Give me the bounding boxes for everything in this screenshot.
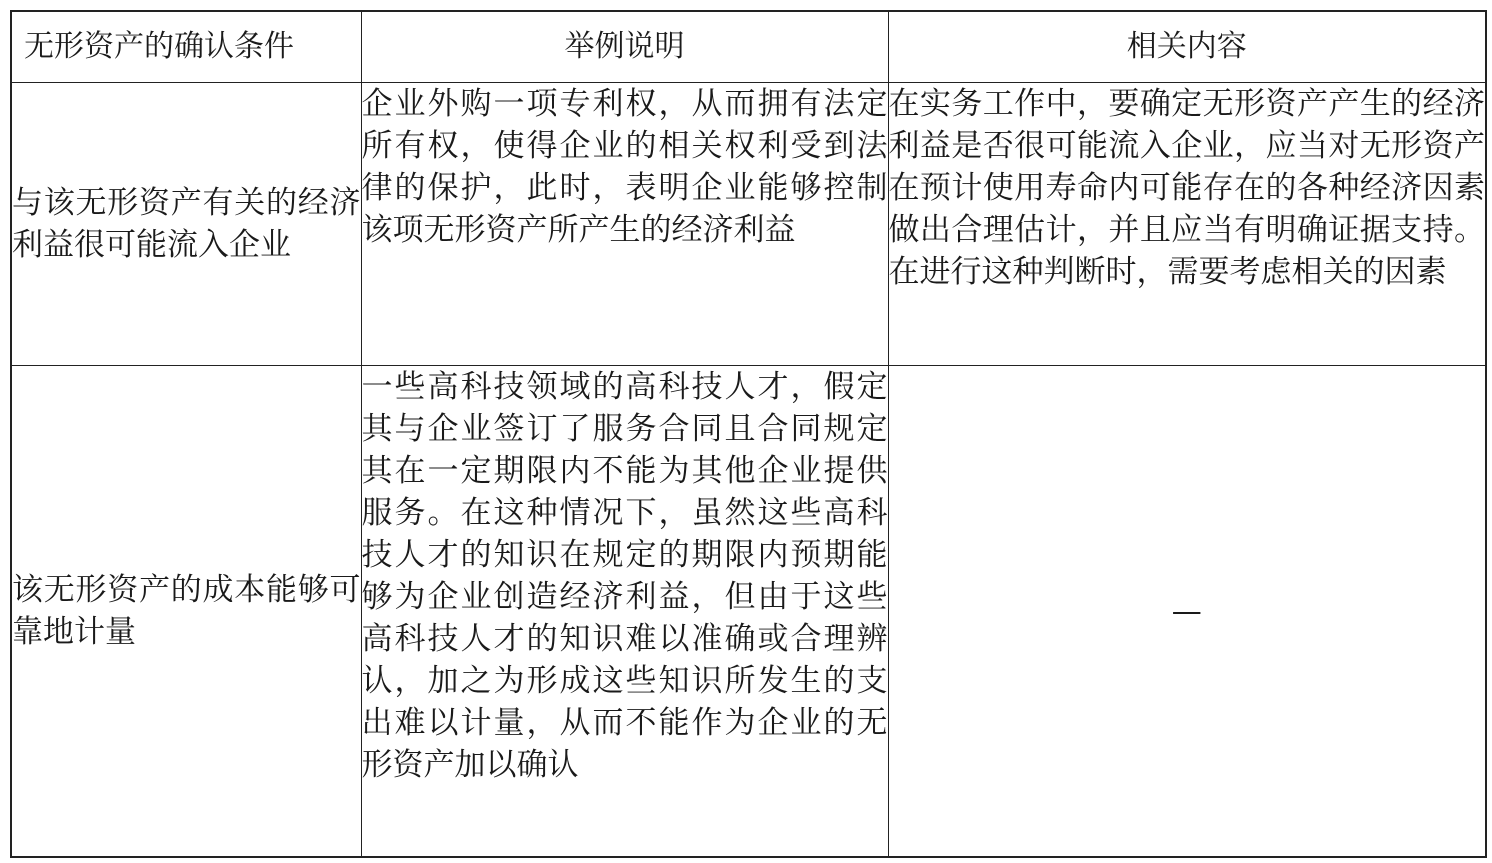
example-cell: 企业外购一项专利权，从而拥有法定所有权，使得企业的相关权利受到法律的保护，此时，表明企业能够控制该项无形资产所产生的经济利益: [361, 83, 888, 366]
related-cell-dash: —: [888, 366, 1486, 858]
table-row: [11, 366, 1486, 858]
header-example: 举例说明: [361, 11, 888, 83]
condition-cell: 与该无形资产有关的经济利益很可能流入企业: [11, 83, 361, 366]
example-cell: 一些高科技领域的高科技人才，假定其与企业签订了服务合同且合同规定其在一定期限内不能为其他企业提供服务。在这种情况下，虽然这些高科技人才的知识在规定的期限内预期能够为企业创造经济利益，但由于这些高科技人才的知识难以准确或合理辨认，加之为形成这些知识所发生的支出难以计量，从而不能作为企业的无形资产加以确认: [361, 366, 888, 858]
condition-cell: 该无形资产的成本能够可靠地计量: [11, 366, 361, 858]
header-condition: 无形资产的确认条件: [11, 11, 361, 83]
header-row: [11, 11, 1486, 83]
recognition-conditions-table: [10, 10, 1487, 858]
table-row: [11, 83, 1486, 366]
header-related: 相关内容: [888, 11, 1486, 83]
related-cell: 在实务工作中，要确定无形资产产生的经济利益是否很可能流入企业，应当对无形资产在预计使用寿命内可能存在的各种经济因素做出合理估计，并且应当有明确证据支持。在进行这种判断时，需要考虑相关的因素: [888, 83, 1486, 366]
